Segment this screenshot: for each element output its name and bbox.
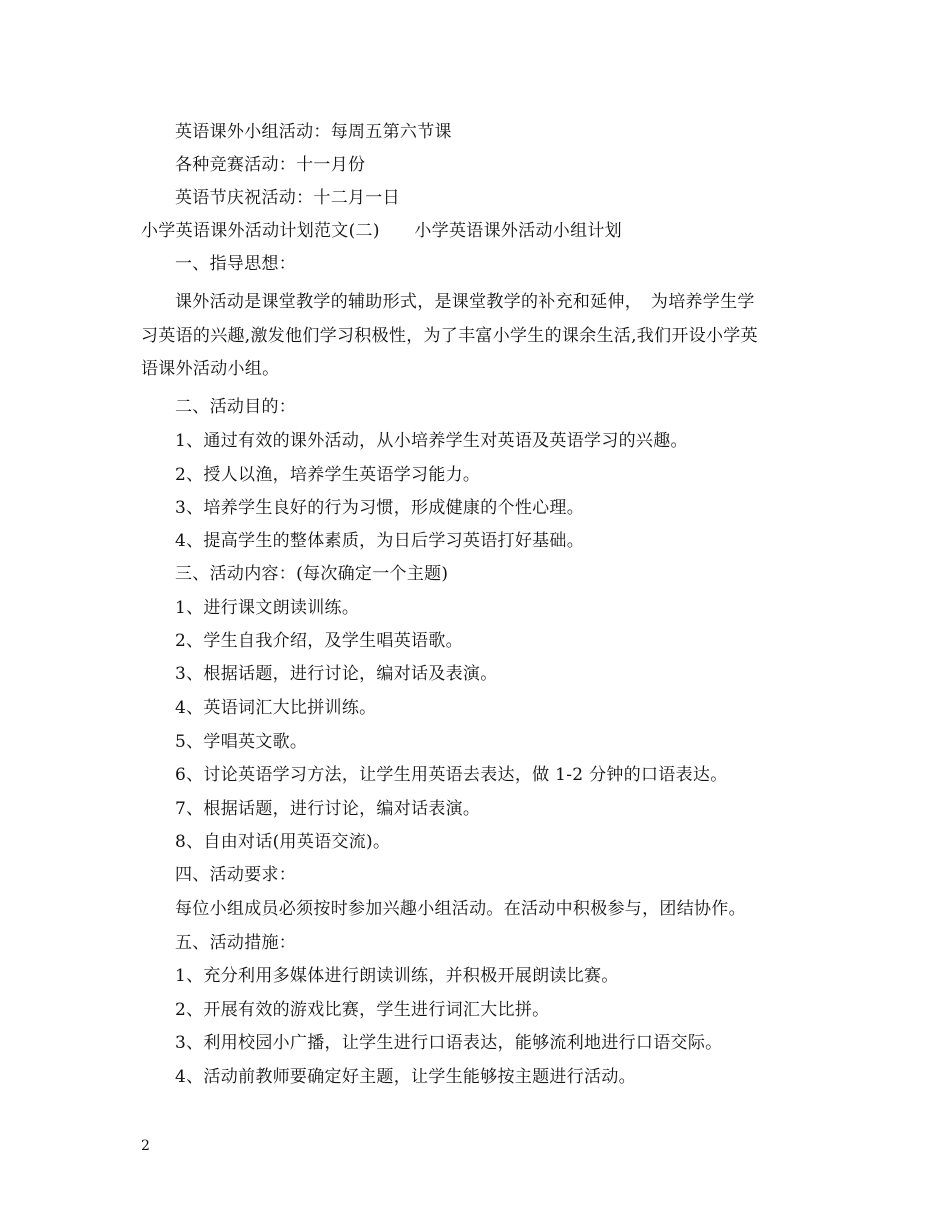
section-heading: 四、活动要求： [175,865,297,885]
section-heading: 二、活动目的： [175,397,297,417]
list-item: 3、利用校园小广播，让学生进行口语表达，能够流利地进行口语交际。 [175,1033,723,1053]
paragraph-line: 每位小组成员必须按时参加兴趣小组活动。在活动中积极参与，团结协作。 [175,899,746,919]
page-number: 2 [141,1138,150,1154]
list-item: 1、通过有效的课外活动，从小培养学生对英语及英语学习的兴趣。 [175,431,688,451]
list-item: 8、自由对话(用英语交流)。 [175,832,391,852]
list-item: 2、授人以渔，培养学生英语学习能力。 [175,465,481,485]
list-item: 3、根据话题，进行讨论，编对话及表演。 [175,664,498,684]
list-item: 2、开展有效的游戏比赛，学生进行词汇大比拼。 [175,1000,550,1020]
list-item: 4、活动前教师要确定好主题，让学生能够按主题进行活动。 [175,1067,636,1087]
paragraph-line: 课外活动是课堂教学的辅助形式，是课堂教学的补充和延伸， 为培养学生学 [175,292,755,312]
section-heading: 一、指导思想： [175,254,297,274]
list-item: 4、英语词汇大比拼训练。 [175,698,377,718]
paragraph-line: 习英语的兴趣,激发他们学习积极性，为了丰富小学生的课余生活,我们开设小学英 [141,326,758,346]
list-item: 4、提高学生的整体素质，为日后学习英语打好基础。 [175,531,585,551]
list-item: 5、学唱英文歌。 [175,732,308,752]
section-heading: 五、活动措施： [175,933,297,953]
section-heading: 三、活动内容：(每次确定一个主题) [175,564,449,584]
list-item: 3、培养学生良好的行为习惯，形成健康的个性心理。 [175,498,585,518]
text-line: 英语课外小组活动：每周五第六节课 [175,122,452,142]
list-item: 1、充分利用多媒体进行朗读训练，并积极开展朗读比赛。 [175,966,619,986]
list-item: 1、进行课文朗读训练。 [175,598,360,618]
text-line: 各种竞赛活动：十一月份 [175,155,366,175]
list-item: 6、讨论英语学习方法，让学生用英语去表达，做 1-2 分钟的口语表达。 [175,765,728,785]
section-title: 小学英语课外活动计划范文(二) 小学英语课外活动小组计划 [141,221,622,241]
text-line: 英语节庆祝活动：十二月一日 [175,188,400,208]
list-item: 2、学生自我介绍，及学生唱英语歌。 [175,631,463,651]
paragraph-line: 语课外活动小组。 [141,359,280,379]
list-item: 7、根据话题，进行讨论，编对话表演。 [175,799,481,819]
